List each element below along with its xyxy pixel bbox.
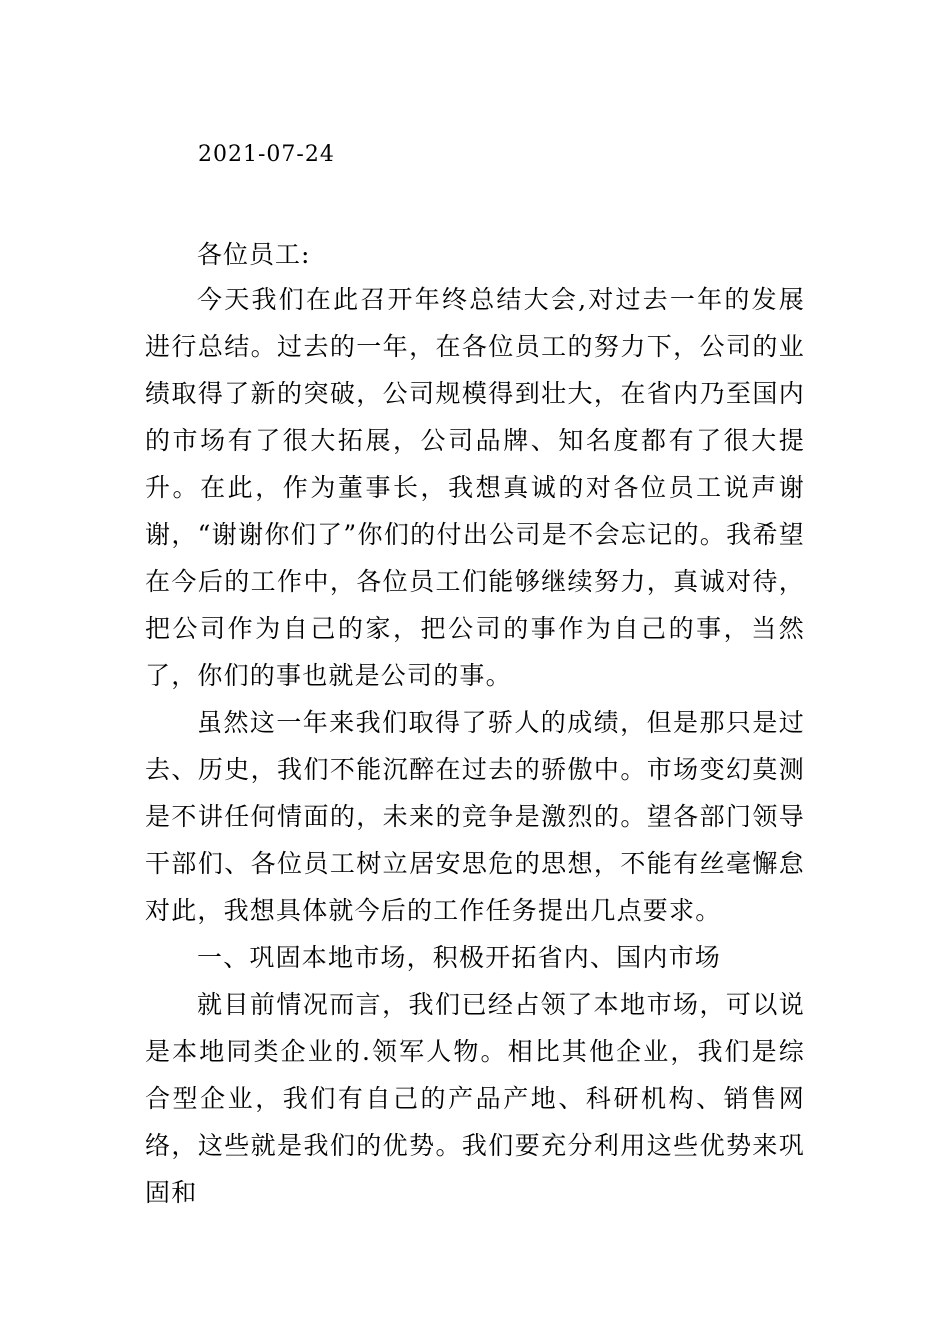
paragraph-achievements: 虽然这一年来我们取得了骄人的成绩，但是那只是过去、历史，我们不能沉醉在过去的骄傲中。市场变幻莫测是不讲任何情面的，未来的竞争是激烈的。望各部门领导干部们、各位员工树立居安思危的思想，不能有丝毫懈怠对此，我想具体就今后的工作任务提出几点要求。	[145, 708, 805, 925]
document-date: 2021-07-24	[198, 142, 335, 167]
document-body	[145, 276, 805, 1216]
paragraph-market: 就目前情况而言，我们已经占领了本地市场，可以说是本地同类企业的.领军人物。相比其他企业，我们是综合型企业，我们有自己的产品产地、科研机构、销售网络，这些就是我们的优势。我们要充分利用这些优势来巩固和	[145, 990, 805, 1207]
salutation: 各位员工:	[197, 240, 311, 269]
paragraph-opening: 今天我们在此召开年终总结大会,对过去一年的发展进行总结。过去的一年，在各位员工的努力下，公司的业绩取得了新的突破，公司规模得到壮大，在省内乃至国内的市场有了很大拓展，公司品牌、知名度都有了很大提升。在此，作为董事长，我想真诚的对各位员工说声谢谢，“谢谢你们了”你们的付出公司是不会忘记的。我希望在今后的工作中，各位员工们能够继续努力，真诚对待，把公司作为自己的家，把公司的事作为自己的事，当然了，你们的事也就是公司的事。	[145, 285, 805, 690]
section-heading: 一、巩固本地市场，积极开拓省内、国内市场	[197, 943, 722, 972]
